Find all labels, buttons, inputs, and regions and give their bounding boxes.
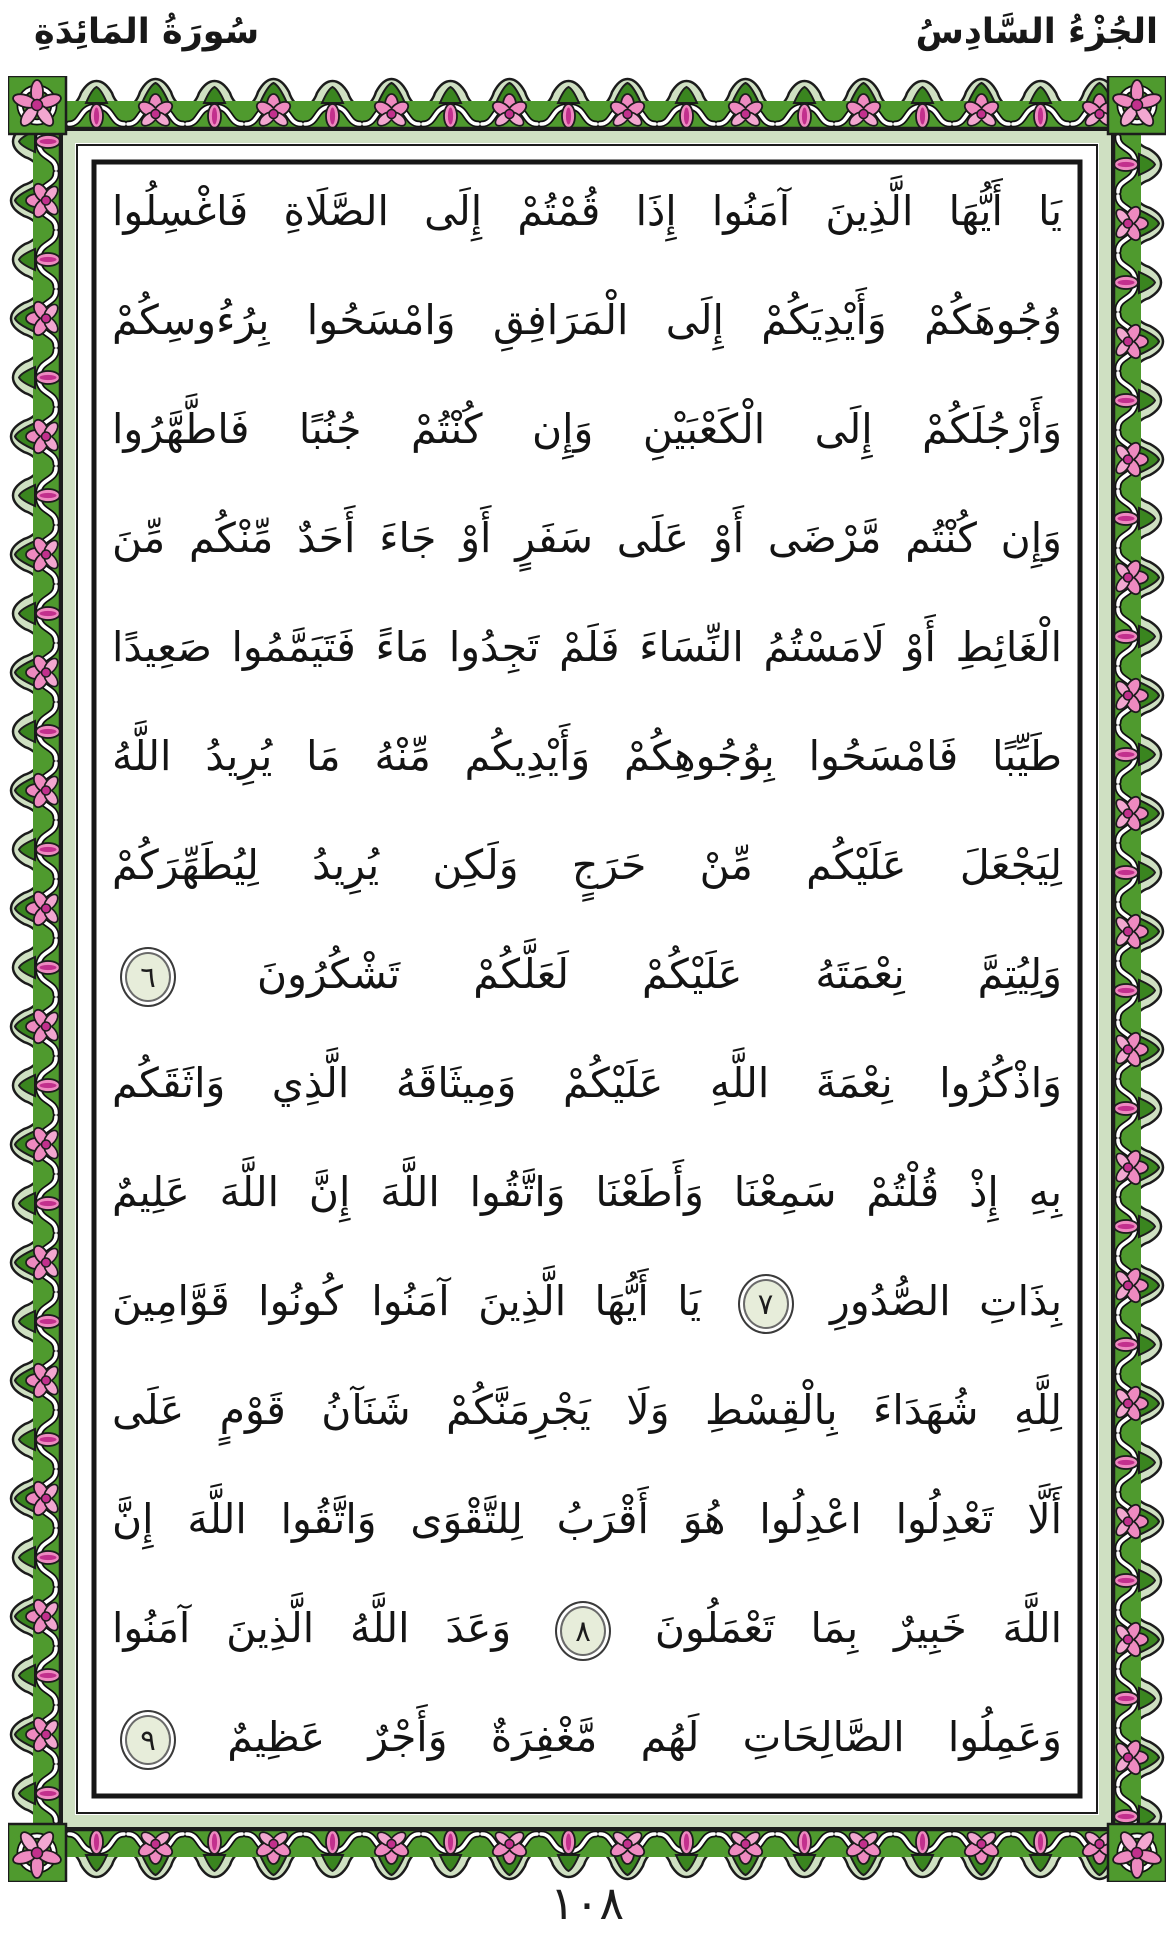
ayah-text: اللَّهَ خَبِيرٌ بِمَا تَعْمَلُونَ	[654, 1604, 1062, 1652]
verse-marker-8	[555, 1601, 611, 1661]
surah-title: سُورَةُ المَائِدَةِ	[34, 12, 260, 52]
verse-marker-7	[738, 1274, 794, 1334]
verse-marker-9	[120, 1710, 176, 1770]
ayah-text: وُجُوهَكُمْ وَأَيْدِيَكُمْ إِلَى الْمَرَافِقِ وَامْسَحُوا بِرُءُوسِكُمْ	[112, 296, 1062, 344]
ayah-text: طَيِّبًا فَامْسَحُوا بِوُجُوهِكُمْ وَأَيْدِيكُم مِّنْهُ مَا يُرِيدُ اللَّهُ	[112, 732, 1062, 780]
quran-line-10	[112, 1155, 1062, 1229]
ayah-text: أَلَّا تَعْدِلُوا اعْدِلُوا هُوَ أَقْرَبُ لِلتَّقْوَى وَاتَّقُوا اللَّهَ إِنَّ	[112, 1495, 1062, 1543]
ayah-text: وَلِيُتِمَّ نِعْمَتَهُ عَلَيْكُمْ لَعَلَّكُمْ تَشْكُرُونَ	[257, 950, 1062, 998]
ayah-text: وَأَرْجُلَكُمْ إِلَى الْكَعْبَيْنِ وَإِن كُنْتُمْ جُنُبًا فَاطَّهَّرُوا	[112, 405, 1062, 453]
verse-number: ٨	[575, 1614, 591, 1648]
juz-title: الجُزْءُ السَّادِسُ	[915, 12, 1158, 52]
ayah-text: يَا أَيُّهَا الَّذِينَ آمَنُوا إِذَا قُمْتُمْ إِلَى الصَّلَاةِ فَاغْسِلُوا	[112, 187, 1062, 235]
verse-number: ٧	[757, 1287, 774, 1321]
quran-line-9	[112, 1046, 1062, 1120]
quran-text-block	[112, 174, 1062, 1774]
quran-line-3	[112, 392, 1062, 466]
ayah-text: وَعَمِلُوا الصَّالِحَاتِ لَهُم مَّغْفِرَةٌ وَأَجْرٌ عَظِيمٌ	[227, 1713, 1062, 1761]
ayah-text: يَا أَيُّهَا الَّذِينَ آمَنُوا كُونُوا قَوَّامِينَ	[112, 1277, 702, 1325]
quran-line-4	[112, 501, 1062, 575]
quran-line-13	[112, 1482, 1062, 1556]
ayah-text: الْغَائِطِ أَوْ لَامَسْتُمُ النِّسَاءَ فَلَمْ تَجِدُوا مَاءً فَتَيَمَّمُوا صَعِيدًا	[112, 623, 1062, 671]
ayah-text: بِذَاتِ الصُّدُورِ	[830, 1277, 1062, 1325]
quran-line-11	[112, 1264, 1062, 1338]
ayah-text: وَعَدَ اللَّهُ الَّذِينَ آمَنُوا	[112, 1604, 512, 1652]
ayah-text: بِهِ إِذْ قُلْتُمْ سَمِعْنَا وَأَطَعْنَا وَاتَّقُوا اللَّهَ إِنَّ اللَّهَ عَلِيمٌ	[112, 1168, 1062, 1216]
quran-line-6	[112, 719, 1062, 793]
quran-line-2	[112, 283, 1062, 357]
ayah-text: لِيَجْعَلَ عَلَيْكُم مِّنْ حَرَجٍ وَلَكِن يُرِيدُ لِيُطَهِّرَكُمْ	[112, 841, 1062, 889]
verse-number: ٦	[140, 960, 156, 994]
ayah-text: وَإِن كُنْتُم مَّرْضَى أَوْ عَلَى سَفَرٍ أَوْ جَاءَ أَحَدٌ مِّنْكُم مِّنَ	[112, 514, 1062, 562]
verse-number: ٩	[140, 1723, 156, 1757]
quran-line-5	[112, 610, 1062, 684]
quran-line-14	[112, 1591, 1062, 1665]
ayah-text: وَاذْكُرُوا نِعْمَةَ اللَّهِ عَلَيْكُمْ وَمِيثَاقَهُ الَّذِي وَاثَقَكُم	[112, 1059, 1062, 1107]
ayah-text: لِلَّهِ شُهَدَاءَ بِالْقِسْطِ وَلَا يَجْرِمَنَّكُمْ شَنَآنُ قَوْمٍ عَلَى	[112, 1386, 1062, 1434]
quran-line-1	[112, 174, 1062, 248]
quran-line-8	[112, 937, 1062, 1011]
verse-marker-6	[120, 947, 176, 1007]
quran-line-15	[112, 1700, 1062, 1774]
quran-line-12	[112, 1373, 1062, 1447]
page-number: ١٠٨	[549, 1876, 625, 1930]
quran-line-7	[112, 828, 1062, 902]
